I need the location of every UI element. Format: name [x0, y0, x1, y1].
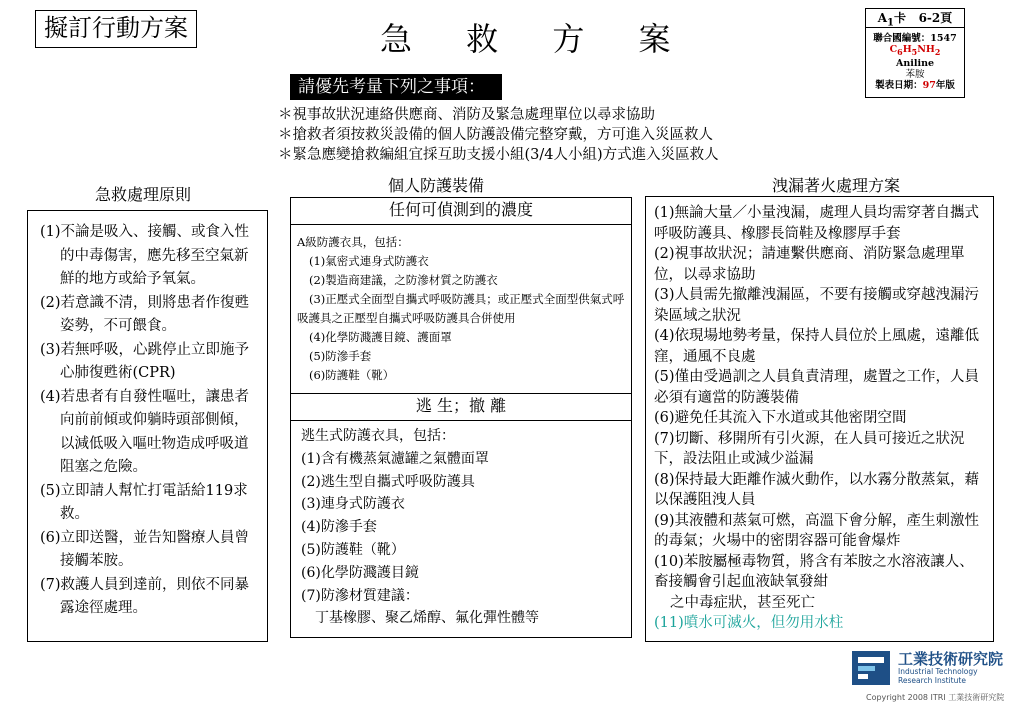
spill-fire-item: (11)噴水可滅火，但勿用水柱 — [654, 615, 844, 631]
level-a-item: (6)防護鞋（靴） — [309, 368, 395, 382]
card-label: 卡 — [894, 11, 907, 25]
first-aid-item: (7)救護人員到達前，則依不同暴露途徑處理。 — [40, 576, 250, 616]
escape-materials: 丁基橡膠、聚乙烯醇、氟化彈性體等 — [315, 610, 539, 627]
first-aid-box — [27, 210, 268, 642]
chemical-formula: $C_6H_5NH_2$ — [889, 44, 941, 57]
level-a-item: (2)製造商建議，之防滲材質之防護衣 — [309, 273, 498, 287]
card-page: 6-2頁 — [918, 11, 953, 25]
plan-tag — [35, 10, 197, 48]
spill-fire-item: (1)無論大量／小量洩漏，處理人員均需穿著自攜式呼吸防護具、橡膠長筒鞋及橡膠厚手套 — [654, 205, 980, 242]
org-name-en-1: Industrial Technology — [898, 667, 978, 676]
priority-note-2: ＊搶救者須按救災設備的個人防護設備完整穿戴，方可進入災區救人 — [278, 127, 713, 143]
priority-label: 請優先考量下列之事項： — [290, 74, 502, 100]
level-a-item: (4)化學防濺護目鏡、護面罩 — [309, 330, 452, 344]
escape-item: (5)防護鞋（靴） — [301, 541, 405, 558]
spill-fire-title: 洩漏著火處理方案 — [772, 176, 901, 195]
priority-note-1: ＊視事故狀況連絡供應商、消防及緊急處理單位以尋求協助 — [278, 107, 655, 123]
spill-fire-item: (9)其液體和蒸氣可燃，高溫下會分解，產生刺激性的毒氣；火場中的密閉容器可能會爆炸 — [654, 512, 980, 549]
escape-item: (7)防滲材質建議： — [301, 587, 419, 604]
escape-item: (6)化學防濺護目鏡 — [301, 564, 419, 581]
escape-item: (2)逃生型自攜式呼吸防護具 — [301, 473, 475, 490]
un-number: 聯合國編號：1547 — [873, 33, 957, 44]
spill-fire-box — [645, 196, 994, 642]
escape-title: 逃生式防護衣具，包括： — [301, 428, 455, 444]
first-aid-item: (1)不論是吸入、接觸、或食入性的中毒傷害，應先移至空氣新鮮的地方或給予氧氣。 — [40, 224, 250, 287]
spill-fire-item: (2)視事故狀況；請連繫供應商、消防緊急處理單位，以尋求協助 — [654, 246, 965, 283]
first-aid-title: 急救處理原則 — [95, 185, 192, 204]
spill-fire-item: (10)苯胺屬極毒物質，將含有苯胺之水溶液讓人、畜接觸會引起血液缺氧發紺 — [654, 553, 974, 590]
org-name-en — [898, 668, 978, 685]
card-info-box — [865, 8, 965, 98]
spill-fire-item: (5)僅由受過訓之人員負責清理，處置之工作，人員必須有適當的防護裝備 — [654, 369, 980, 406]
escape-header: 逃 生；撤 離 — [290, 393, 632, 421]
chemical-name-en: Aniline — [895, 57, 935, 69]
spill-fire-item: (3)人員需先撤離洩漏區，不要有接觸或穿越洩漏污染區域之狀況 — [654, 287, 980, 324]
concentration-header: 任何可偵測到的濃度 — [290, 197, 632, 225]
level-a-item: (5)防滲手套 — [309, 349, 372, 363]
first-aid-item: (2)若意識不清，則將患者作復甦姿勢，不可餵食。 — [40, 294, 250, 334]
org-name: 工業技術研究院 — [898, 650, 1004, 668]
table-date: 製表日期：97年版 — [875, 79, 955, 91]
level-a-item: (1)氣密式連身式防護衣 — [309, 254, 429, 268]
level-a-box — [290, 224, 632, 394]
first-aid-item: (4)若患者有自發性嘔吐，讓患者向前前傾或仰躺時頭部側傾，以減低吸入嘔吐物造成呼吸道阻塞之危險。 — [40, 388, 250, 475]
card-number: A — [877, 11, 888, 25]
escape-box — [290, 420, 632, 638]
priority-note-3: ＊緊急應變搶救編組宜採互助支援小組(3/4人小組)方式進入災區救人 — [278, 147, 719, 163]
chemical-name-zh: 苯胺 — [905, 68, 925, 80]
card-header — [866, 9, 964, 28]
level-a-title: A級防護衣具，包括： — [297, 235, 409, 249]
escape-item: (4)防滲手套 — [301, 519, 377, 536]
page-title: 急 救 方 案 — [380, 20, 693, 58]
itri-logo-icon — [852, 651, 890, 685]
spill-fire-item: (7)切斷、移開所有引火源，在人員可接近之狀況下，設法阻止或減少溢漏 — [654, 430, 965, 467]
first-aid-item: (5)立即請人幫忙打電話給119求救。 — [40, 482, 248, 522]
spill-fire-item: (8)保持最大距離作滅火動作，以水霧分散蒸氣，藉以保護阻洩人員 — [654, 471, 980, 508]
ppe-title: 個人防護裝備 — [388, 176, 485, 195]
first-aid-item: (6)立即送醫，並告知醫療人員曾接觸苯胺。 — [40, 529, 250, 569]
plan-tag-text: 擬訂行動方案 — [44, 14, 188, 42]
escape-item: (1)含有機蒸氣濾罐之氣體面罩 — [301, 450, 489, 467]
org-name-en-2: Research Institute — [898, 675, 966, 685]
escape-item: (3)連身式防護衣 — [301, 496, 405, 513]
level-a-item: (3)正壓式全面型自攜式呼吸防護具；或正壓式全面型供氣式呼吸護具之正壓型自攜式呼吸防護具合併使用 — [297, 292, 625, 325]
spill-fire-item: (6)避免任其流入下水道或其他密閉空間 — [654, 410, 907, 426]
spill-fire-item: (4)依現場地勢考量，保持人員位於上風處，遠離低窪，通風不良處 — [654, 328, 980, 365]
first-aid-list — [40, 221, 259, 621]
copyright: Copyright 2008 ITRI 工業技術研究院 — [866, 693, 1005, 702]
spill-fire-item: 之中毒症狀，甚至死亡 — [670, 594, 815, 611]
card-number-sub: 1 — [887, 17, 895, 29]
first-aid-item: (3)若無呼吸，心跳停止立即施予心肺復甦術(CPR) — [40, 341, 250, 381]
